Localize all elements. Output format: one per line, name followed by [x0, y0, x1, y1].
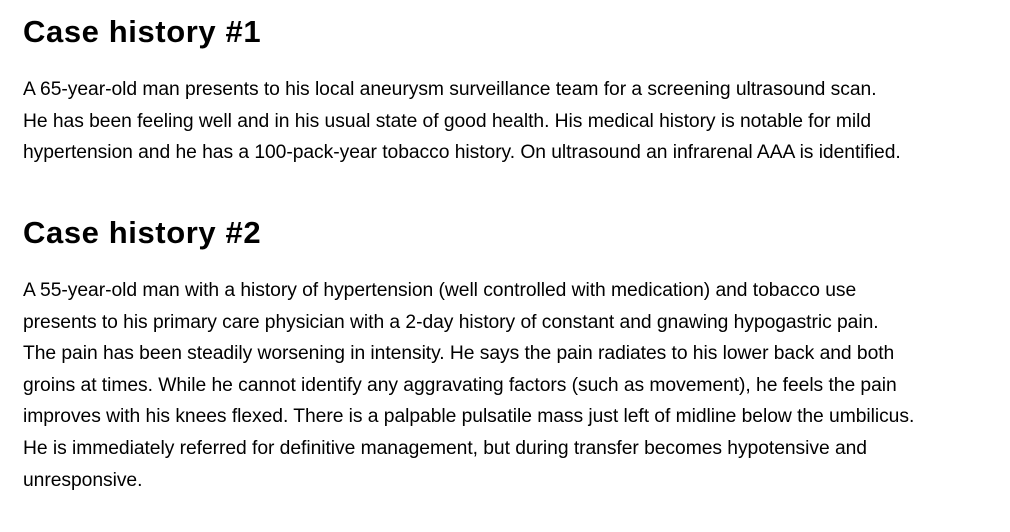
case-history-2-line: He is immediately referred for definitive management, but during transfer becomes hypotensive and — [23, 437, 867, 459]
case-history-2-line: A 55-year-old man with a history of hypertension (well controlled with medication) and tobacco use — [23, 280, 857, 301]
case-history-2-line: presents to his primary care physician with a 2-day history of constant and gnawing hypogastric pain. — [23, 311, 879, 333]
case-history-1-body — [23, 74, 998, 169]
case-history-1-heading: Case history #1 — [23, 14, 262, 49]
case-history-1-line: hypertension and he has a 100-pack-year tobacco history. On ultrasound an infrarenal AAA is identified. — [23, 142, 901, 164]
case-history-2-line: groins at times. While he cannot identify any aggravating factors (such as movement), he feels the pain — [23, 374, 897, 396]
case-history-2-line: unresponsive. — [23, 469, 143, 491]
case-history-2-heading: Case history #2 — [23, 215, 262, 250]
case-history-2-line: The pain has been steadily worsening in intensity. He says the pain radiates to his lower back and both — [23, 343, 895, 365]
case-history-1-line: A 65-year-old man presents to his local aneurysm surveillance team for a screening ultrasound scan. — [23, 79, 877, 100]
case-history-2-body — [23, 275, 998, 496]
case-history-1-line: He has been feeling well and in his usual state of good health. His medical history is notable for mild — [23, 110, 871, 132]
case-history-2-line: improves with his knees flexed. There is a palpable pulsatile mass just left of midline below the umbilicus. — [23, 406, 915, 428]
